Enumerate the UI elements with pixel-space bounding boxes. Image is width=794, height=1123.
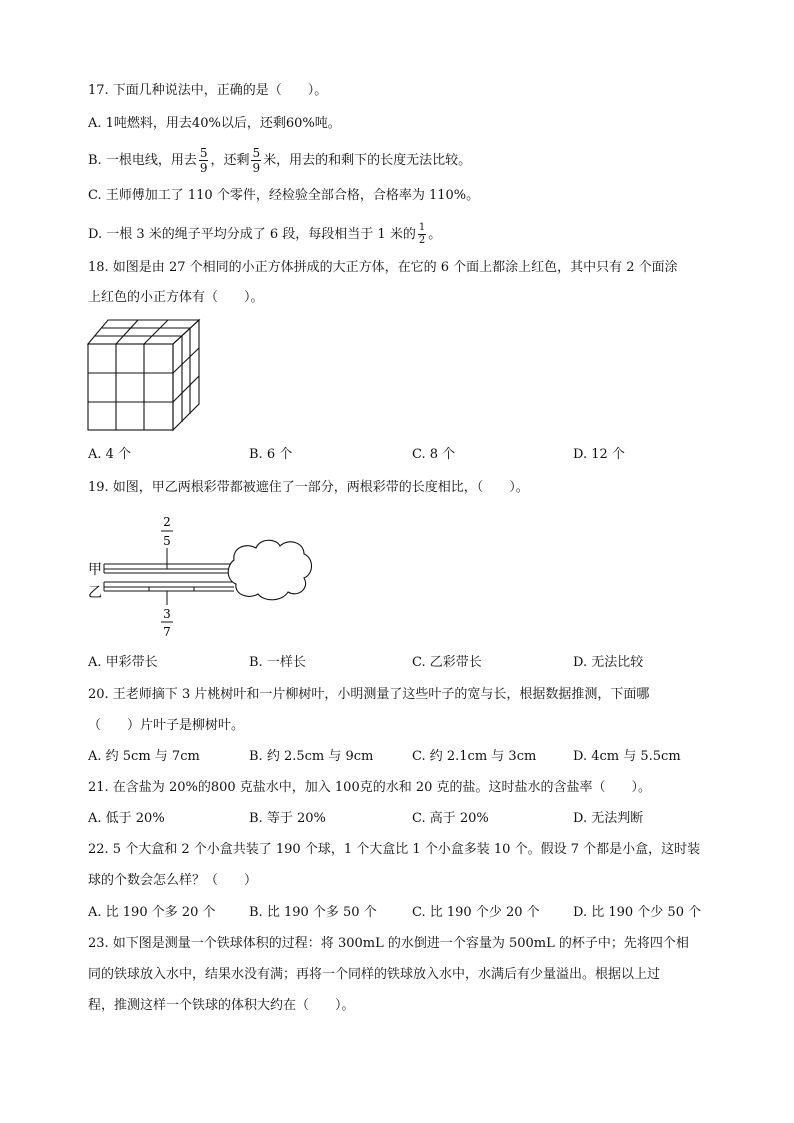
q21-option-a: A. 低于 20% [88,811,165,826]
ribbon-top-denominator: 5 [163,534,171,548]
q19-option-d: D. 无法比较 [573,655,644,670]
q23-stem-line3: 程，推测这样一个铁球的体积大约在（ ）。 [88,998,355,1013]
q18-option-a: A. 4 个 [88,447,132,462]
q17-option-b: B. 一根电线，用去 $\frac{5}{9}$ ，还剩 $\frac{5}{9}$ 米，用去的和剩下的长度无法比较。 [88,146,472,175]
q22-stem-line2: 球的个数会怎么样？（ ） [88,873,258,888]
cube-figure [86,318,206,436]
q20-option-a: A. 约 5cm 与 7cm [88,749,200,764]
q22-option-d: D. 比 190 个少 50 个 [573,905,702,920]
q17-option-a: A. 1吨燃料，用去40%以后，还剩60%吨。 [88,116,341,131]
q17-stem: 17. 下面几种说法中，正确的是（ ）。 [88,83,328,98]
q20-options [88,747,728,767]
q22-option-c: C. 比 190 个少 20 个 [412,905,540,920]
q22-stem-line1: 22. 5 个大盒和 2 个小盒共装了 190 个球，1 个大盒比 1 个小盒多装 10 个。假设 7 个都是小盒，这时装 [88,842,701,857]
ribbon-top-numerator: 2 [163,515,171,529]
q18-options [88,445,728,465]
ribbon-figure [84,510,314,645]
q18-option-b: B. 6 个 [249,447,293,462]
ribbon-jia [104,564,234,573]
q22-option-b: B. 比 190 个多 50 个 [249,905,377,920]
q17-option-c: C. 王师傅加工了 110 个零件，经检验全部合格，合格率为 110%。 [88,188,480,203]
q19-options [88,653,728,673]
q19-option-a: A. 甲彩带长 [88,655,158,670]
q18-stem-line1: 18. 如图是由 27 个相同的小正方体拼成的大正方体，在它的 6 个面上都涂上红色，其中只有 2 个面涂 [88,260,678,275]
q18-stem-line2: 上红色的小正方体有（ ）。 [88,290,264,305]
q19-stem: 19. 如图，甲乙两根彩带都被遮住了一部分，两根彩带的长度相比，（ ）。 [88,480,529,495]
fraction-five-ninths: $\frac{5}{9}$ [199,146,208,175]
fraction-one-half: $\frac{1}{2}$ [418,222,426,246]
ribbon-label-jia: 甲 [88,562,102,578]
q20-option-d: D. 4cm 与 5.5cm [573,749,681,764]
q23-stem-line2: 同的铁球放入水中，结果水没有满；再将一个同样的铁球放入水中，水满后有少量溢出。根据以上过 [88,967,661,982]
q22-option-a: A. 比 190 个多 20 个 [88,905,216,920]
q17-option-d: D. 一根 3 米的绳子平均分成了 6 段，每段相当于 1 米的 $\frac{1}{2}$ 。 [88,222,442,246]
q19-option-b: B. 一样长 [249,655,306,670]
q21-option-c: C. 高于 20% [412,811,489,826]
q21-option-b: B. 等于 20% [249,811,326,826]
ribbon-bottom-denominator: 7 [163,625,171,639]
q20-stem-line2: （ ）片叶子是柳树叶。 [88,718,245,733]
cloud-cover [228,540,311,600]
q23-stem-line1: 23. 如下图是测量一个铁球体积的过程：将 300mL 的水倒进一个容量为 500mL 的杯子中；先将四个相 [88,936,689,951]
q20-option-b: B. 约 2.5cm 与 9cm [249,749,374,764]
q21-option-d: D. 无法判断 [573,811,644,826]
q20-option-c: C. 约 2.1cm 与 3cm [412,749,537,764]
q21-stem: 21. 在含盐为 20%的800 克盐水中，加入 100克的水和 20 克的盐。这时盐水的含盐率（ ）。 [88,780,652,795]
q18-option-c: C. 8 个 [412,447,456,462]
ribbon-label-yi: 乙 [88,585,102,601]
ribbon-bottom-numerator: 3 [163,607,171,621]
q18-option-d: D. 12 个 [573,447,625,462]
q21-options [88,809,728,829]
ribbon-yi [104,582,234,591]
fraction-five-ninths: $\frac{5}{9}$ [252,146,261,175]
q19-option-c: C. 乙彩带长 [412,655,482,670]
q22-options [88,903,728,923]
q20-stem-line1: 20. 王老师摘下 3 片桃树叶和一片柳树叶，小明测量了这些叶子的宽与长，根据数据推测，下面哪 [88,687,650,702]
